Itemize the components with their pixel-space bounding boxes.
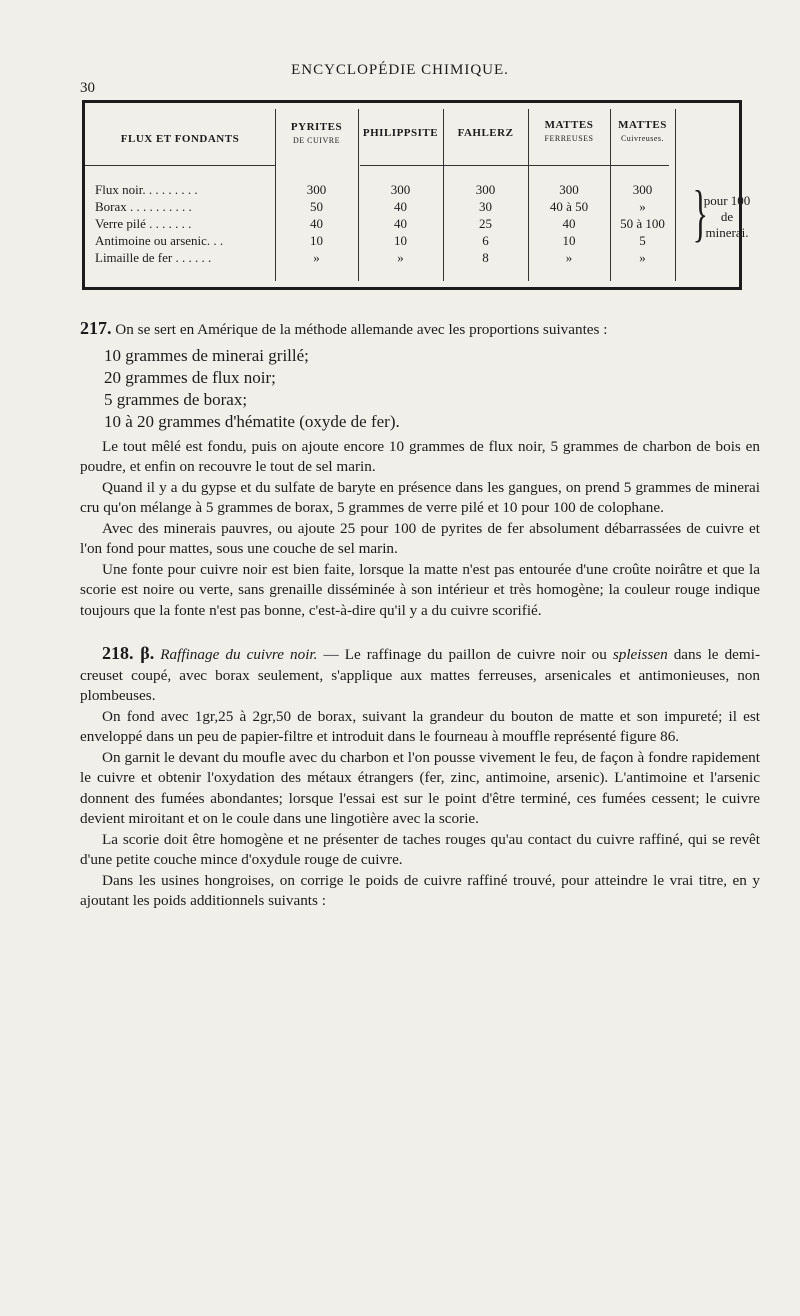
- table-header-rule: [85, 165, 275, 166]
- paragraph: Une fonte pour cuivre noir est bien faite, lorsque la matte n'est pas entourée d'une croûte noirâtre et que la scorie est noire ou verte, sans grenaille disséminée à son intérieur et très homogène; la couleur rouge indique toujours que la fonte n'est pas bonne, c'est-à-dire qu'il y a du cuivre scorifié.: [80, 560, 760, 619]
- table-cell: 40: [562, 216, 576, 231]
- col-header-mattes-ferreuses: [528, 119, 610, 145]
- list-item: 5 grammes de borax;: [104, 389, 248, 409]
- list-item: 20 grammes de flux noir;: [104, 367, 276, 387]
- paragraph-218: [80, 643, 760, 707]
- running-title: ENCYCLOPÉDIE CHIMIQUE.: [291, 62, 509, 78]
- col-mattes-ferreuses: [528, 181, 610, 266]
- table-cell: 30: [479, 199, 492, 214]
- col-header-mattes-cuiv-line1: MATTES: [618, 119, 667, 131]
- table-cell: 5: [639, 233, 646, 248]
- table-header-rule: [360, 165, 669, 166]
- table-cell: »: [639, 250, 646, 265]
- body-text: [80, 318, 760, 912]
- paragraph: La scorie doit être homogène et ne présenter de taches rouges qu'au contact du cuivre raffiné, qui se revêt d'une petite couche mince d'oxydule rouge de cuivre.: [80, 830, 760, 868]
- col-header-mattes-ferr-line2: FERREUSES: [544, 134, 594, 143]
- table-cell: 300: [390, 182, 411, 197]
- table-cell: 300: [632, 182, 653, 197]
- flux-table: [82, 100, 751, 290]
- table-cell: »: [313, 250, 320, 265]
- col-header-mattes-ferr-line1: MATTES: [544, 119, 594, 131]
- col-header-pyrites-line1: PYRITES: [290, 121, 343, 133]
- table-cell: 8: [482, 250, 489, 265]
- paragraph: On fond avec 1gr,25 à 2gr,50 de borax, suivant la grandeur du bouton de matte et son impureté; il est enveloppé dans un peu de papier-filtre et introduit dans le fourneau à mouffle représenté figure 86.: [80, 707, 760, 745]
- pour-note-line: pour 100: [703, 193, 751, 208]
- col-header-mattes-cuivreuses: [610, 119, 675, 145]
- col-header-philippsite: PHILIPPSITE: [362, 127, 439, 139]
- row-label: Verre pilé . . . . . . .: [95, 216, 192, 231]
- paragraph: Dans les usines hongroises, on corrige le poids de cuivre raffiné trouvé, pour atteindre le vrai titre, en y ajoutant les poids additionnels suivants :: [80, 871, 760, 909]
- brace-icon: }: [692, 177, 709, 248]
- table-cell: 25: [479, 216, 492, 231]
- row-label: Borax . . . . . . . . . .: [95, 199, 192, 214]
- table-cell: 300: [559, 182, 579, 197]
- ingredient-list: [104, 345, 760, 433]
- pour-note-line: de: [720, 209, 734, 224]
- paragraph-217: [80, 318, 760, 341]
- paragraph-text: — Le raffinage du paillon de cuivre noir ou: [317, 646, 613, 663]
- col-fahlerz: [443, 181, 528, 266]
- table-cell: 50 à 100: [620, 216, 665, 231]
- col-header-mattes-cuiv-line2: Cuivreuses.: [620, 134, 665, 143]
- paragraph: On garnit le devant du moufle avec du charbon et l'on pousse vivement le feu, de façon à fondre rapidement le cuivre et obtenir l'oxydation des métaux étrangers (fer, zinc, antimoine, arsenic). L'antimoine et l'arsenic donnent des fumées abondantes; lorsque l'essai est sur le point d'être terminé, ces fumées cessent; le cuivre devient miroitant et on le coule dans une lingotière avec la scorie.: [80, 748, 760, 827]
- list-item: 10 grammes de minerai grillé;: [104, 345, 309, 365]
- col-header-fahlerz: FAHLERZ: [457, 127, 514, 139]
- paragraph: Quand il y a du gypse et du sulfate de baryte en présence dans les gangues, on prend 5 grammes de minerai cru qu'on mélange à 5 grammes de borax, 5 grammes de verre pilé et 10 pour 100 de colophane.: [80, 478, 760, 516]
- list-item: 10 à 20 grammes d'hématite (oxyde de fer).: [104, 411, 400, 431]
- paragraph-text: dans le demi-creuset coupé, avec borax seulement, s'applique aux mattes ferreuses, arsenicales et antimonieuses, non plombeuses.: [80, 646, 761, 704]
- row-label: Antimoine ou arsenic. . .: [95, 233, 224, 248]
- col-pyrites: [275, 181, 358, 266]
- paragraph-text: On se sert en Amérique de la méthode allemande avec les proportions suivantes :: [115, 321, 608, 338]
- row-label: Limaille de fer . . . . . .: [95, 250, 212, 265]
- page-number: 30: [80, 80, 95, 96]
- table-cell: »: [639, 199, 646, 214]
- pour-note: [697, 193, 757, 241]
- table-cell: 50: [310, 199, 323, 214]
- table-cell: 40 à 50: [549, 199, 589, 214]
- table-cell: »: [565, 250, 573, 265]
- row-label: Flux noir. . . . . . . . .: [95, 182, 198, 197]
- table-cell: 10: [310, 233, 323, 248]
- section-title: Raffinage du cuivre noir.: [160, 646, 318, 663]
- pour-note-line: minerai.: [705, 225, 749, 240]
- table-divider: [675, 109, 676, 281]
- table-cell: 10: [562, 233, 576, 248]
- table-cell: 10: [394, 233, 407, 248]
- table-cell: »: [397, 250, 404, 265]
- col-philippsite: [358, 181, 443, 266]
- section-number: 217.: [80, 318, 112, 338]
- row-labels: [95, 181, 275, 266]
- table-cell: 6: [482, 233, 489, 248]
- section-number: 218. β.: [102, 643, 155, 663]
- col-header-pyrites-line2: DE CUIVRE: [293, 136, 340, 145]
- table-cell: 40: [394, 216, 407, 231]
- col-header-pyrites: [275, 121, 358, 147]
- table-cell: 40: [394, 199, 407, 214]
- table-cell: 300: [475, 182, 496, 197]
- col-header-flux: FLUX ET FONDANTS: [120, 133, 240, 145]
- paragraph: Le tout mêlé est fondu, puis on ajoute encore 10 grammes de flux noir, 5 grammes de charbon de bois en poudre, et enfin on recouvre le tout de sel marin.: [80, 437, 760, 475]
- table-cell: 300: [306, 182, 327, 197]
- paragraph-italic: spleissen: [612, 646, 668, 663]
- paragraph: Avec des minerais pauvres, ou ajoute 25 pour 100 de pyrites de fer absolument débarrassées de cuivre et l'on fond pour mattes, sous une couche de sel marin.: [80, 519, 760, 557]
- table-cell: 40: [310, 216, 323, 231]
- col-mattes-cuivreuses: [610, 181, 675, 266]
